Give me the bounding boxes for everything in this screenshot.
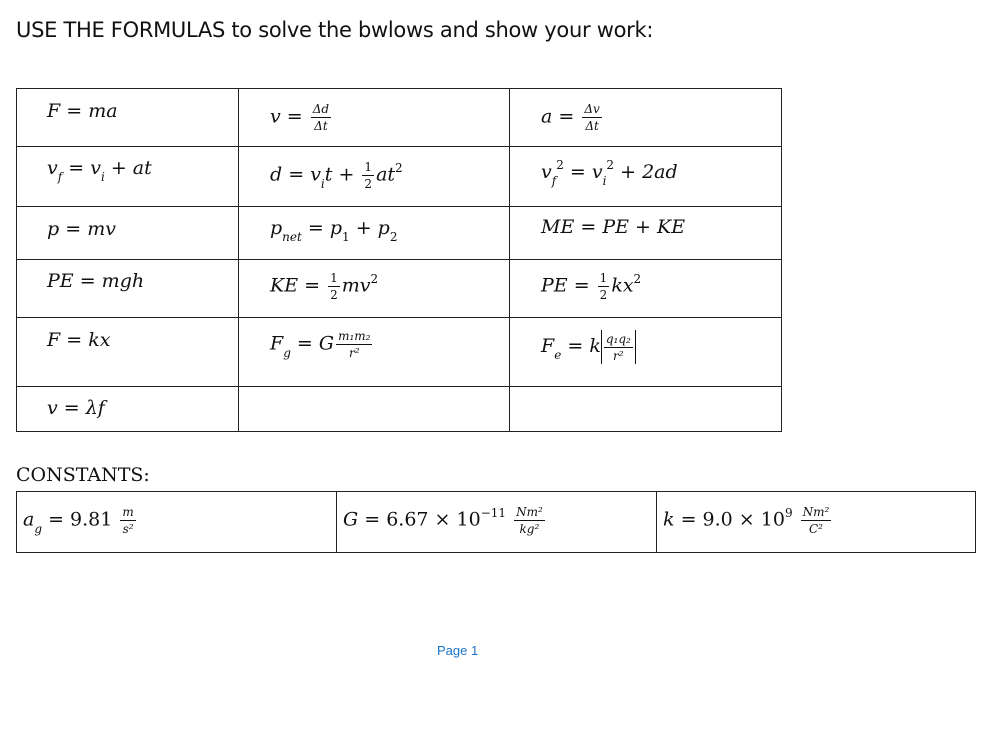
formula-velocity: v = $\frac{\Delta d}{\Delta t}$ <box>239 89 510 147</box>
formula-spring-potential-energy: PE = $\frac{1}{2}$ $kx^2$ <box>510 260 782 318</box>
empty-cell <box>510 387 782 432</box>
formula-coulombs-law: $F_e = k$ $\frac{\text{q₁q₂}}{\text{r²}}$ <box>510 318 782 387</box>
constant-coulomb: $k = 9.0 \times 10^9$ $\frac{\text{Nm²}}{\text{C²}}$ <box>657 492 976 553</box>
constants-heading: CONSTANTS: <box>16 464 150 486</box>
formula-momentum: p = mv <box>17 207 239 260</box>
formula-universal-gravitation: $F_g = G$ $\frac{\text{m₁m₂}}{\text{r²}}$ <box>239 318 510 387</box>
formula-kinematic-vf-squared: $v_f^2 = v_i^2 + 2ad$ <box>510 147 782 207</box>
formula-newton-second-law: F = ma <box>17 89 239 147</box>
formula-kinematic-displacement: $d = v_it$ + $\frac{1}{2}$ $at^2$ <box>239 147 510 207</box>
constant-gravity-acceleration: $a_g = 9.81$ $\frac{m}{\text{s²}}$ <box>17 492 337 553</box>
page-heading: USE THE FORMULAS to solve the bwlows and show your work: <box>16 18 654 42</box>
formula-net-momentum: $p_{net} = p_1 + p_2$ <box>239 207 510 260</box>
formula-kinematic-vf: $v_f = v_i$ + at <box>17 147 239 207</box>
constants-table <box>16 491 976 553</box>
formula-mechanical-energy: ME = PE + KE <box>510 207 782 260</box>
formula-table <box>16 88 782 432</box>
formula-kinetic-energy: KE = $\frac{1}{2}$ $mv^2$ <box>239 260 510 318</box>
formula-hookes-law: F = kx <box>17 318 239 387</box>
empty-cell <box>239 387 510 432</box>
constant-gravitational: $G = 6.67 \times 10^{-11}$ $\frac{\text{Nm²}}{\text{kg²}}$ <box>337 492 657 553</box>
page-number: Page 1 <box>437 643 479 658</box>
formula-acceleration: a = $\frac{\Delta v}{\Delta t}$ <box>510 89 782 147</box>
formula-potential-energy: PE = mgh <box>17 260 239 318</box>
formula-wave-speed: v = λf <box>17 387 239 432</box>
